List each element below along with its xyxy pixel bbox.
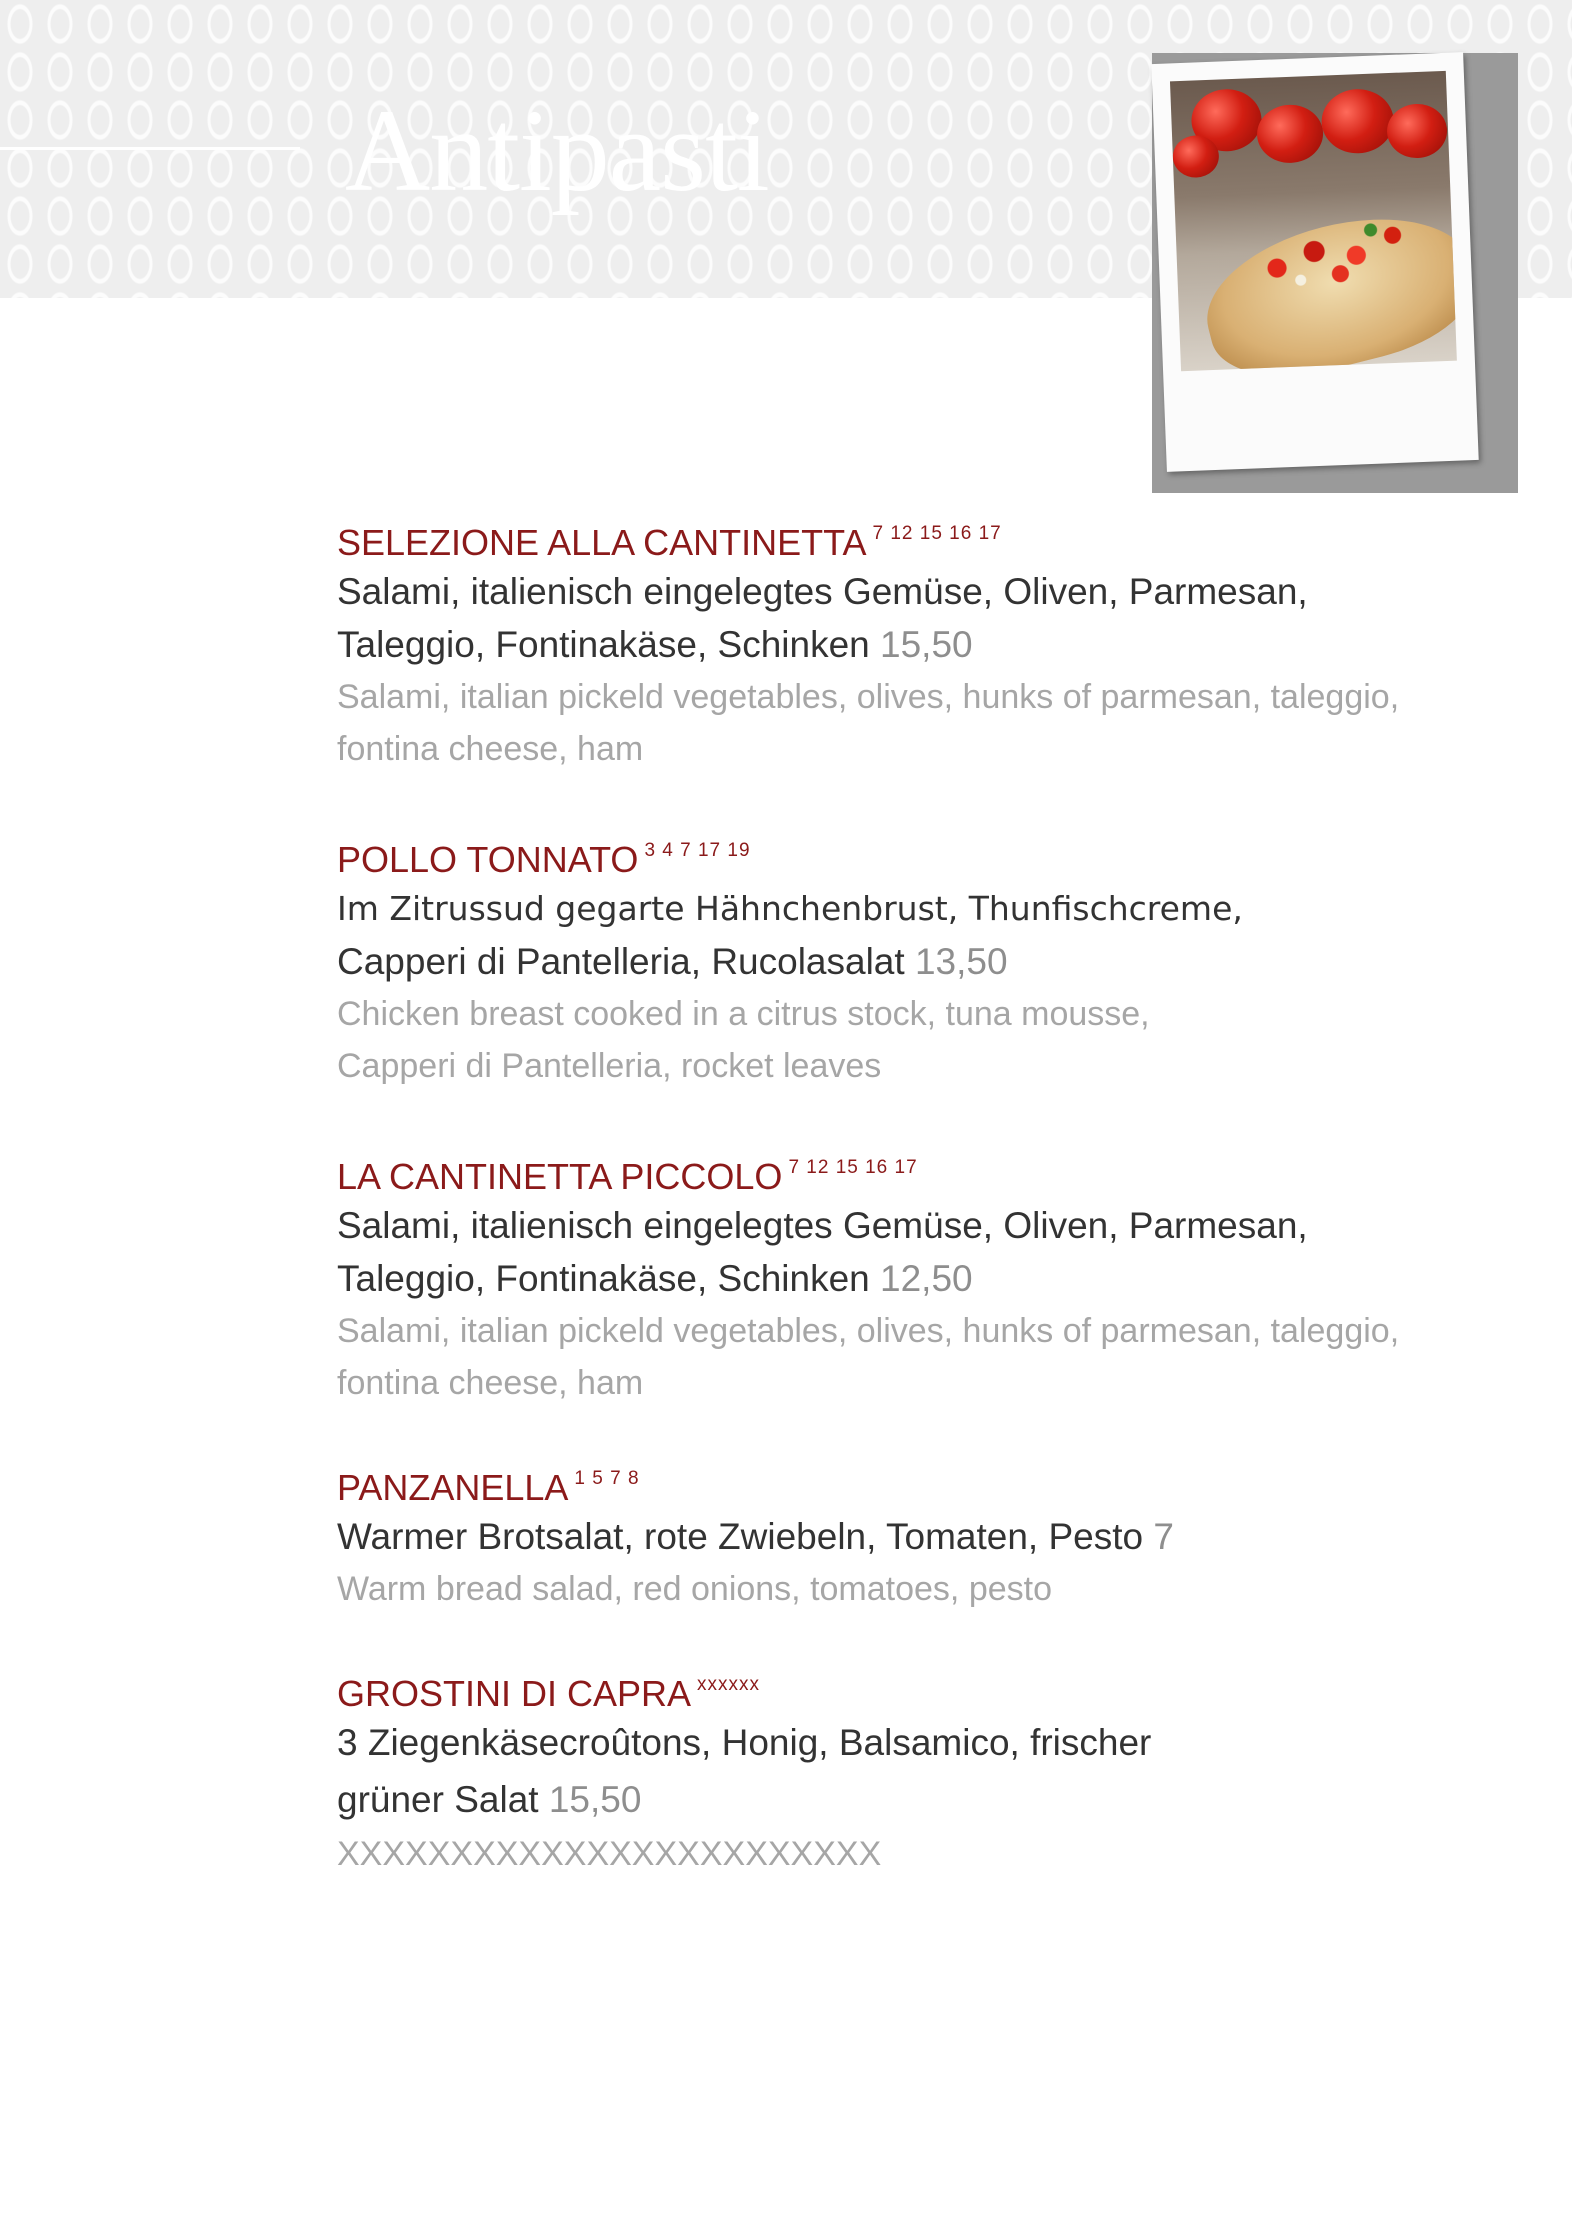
item-price: 15,50 bbox=[880, 624, 973, 665]
page-title: Antipasti bbox=[345, 85, 769, 216]
bruschetta-photo-frame bbox=[1151, 52, 1478, 472]
item-name: POLLO TONNATO $^{3 4 7 17 19}$ bbox=[337, 839, 751, 880]
item-description-en: XXXXXXXXXXXXXXXXXXXXXXXX bbox=[337, 1835, 882, 1873]
menu-item bbox=[337, 829, 1517, 1092]
allergen-codes: xxxxxx bbox=[697, 1674, 761, 1695]
item-description-de: Taleggio, Fontinakäse, Schinken 15,50 bbox=[337, 624, 973, 665]
bruschetta-photo bbox=[1170, 71, 1457, 371]
item-price: 15,50 bbox=[548, 1779, 642, 1820]
item-name: GROSTINI DI CAPRA $^{xxxxxx}$ bbox=[337, 1673, 761, 1714]
item-description-de: Capperi di Pantelleria, Rucolasalat 13,50 bbox=[337, 941, 1008, 982]
item-description-de: 3 Ziegenkäsecroûtons, Honig, Balsamico, frischer bbox=[337, 1722, 1152, 1763]
header-divider-line bbox=[0, 147, 300, 150]
item-description-de: Salami, italienisch eingelegtes Gemüse, Oliven, Parmesan, bbox=[337, 571, 1308, 612]
allergen-codes: 3 4 7 17 19 bbox=[644, 840, 751, 861]
item-description-en: Capperi di Pantelleria, rocket leaves bbox=[337, 1047, 882, 1085]
allergen-codes: 7 12 15 16 17 bbox=[872, 523, 1002, 544]
item-price: 13,50 bbox=[914, 941, 1008, 982]
menu-item bbox=[337, 1663, 1517, 1877]
item-description-en: fontina cheese, ham bbox=[337, 730, 644, 768]
item-description-de: Salami, italienisch eingelegtes Gemüse, Oliven, Parmesan, bbox=[337, 1205, 1308, 1246]
item-name: LA CANTINETTA PICCOLO $^{7 12 15 16 17}$ bbox=[337, 1156, 918, 1197]
item-description-en: fontina cheese, ham bbox=[337, 1364, 644, 1402]
allergen-codes: 7 12 15 16 17 bbox=[788, 1157, 918, 1178]
item-description-en: Warm bread salad, red onions, tomatoes, pesto bbox=[337, 1570, 1052, 1608]
item-description-en: Chicken breast cooked in a citrus stock, tuna mousse, bbox=[337, 995, 1150, 1033]
menu-item bbox=[337, 512, 1517, 775]
menu-item bbox=[337, 1457, 1517, 1615]
item-name: SELEZIONE ALLA CANTINETTA $^{7 12 15 16 17}$ bbox=[337, 522, 1002, 563]
item-description-en: Salami, italian pickeld vegetables, olives, hunks of parmesan, taleggio, bbox=[337, 1312, 1400, 1350]
item-description-de: Im Zitrussud gegarte Hähnchenbrust, Thunfischcreme, bbox=[337, 889, 1243, 928]
item-price: 7 bbox=[1153, 1516, 1174, 1557]
menu-item bbox=[337, 1146, 1517, 1409]
item-description-de: grüner Salat 15,50 bbox=[337, 1779, 642, 1820]
item-description-de: Taleggio, Fontinakäse, Schinken 12,50 bbox=[337, 1258, 973, 1299]
item-description-en: Salami, italian pickeld vegetables, olives, hunks of parmesan, taleggio, bbox=[337, 678, 1400, 716]
allergen-codes: 1 5 7 8 bbox=[574, 1468, 640, 1489]
item-price: 12,50 bbox=[880, 1258, 973, 1299]
item-description-de: Warmer Brotsalat, rote Zwiebeln, Tomaten, Pesto 7 bbox=[337, 1516, 1174, 1557]
item-name: PANZANELLA $^{1 5 7 8}$ bbox=[337, 1467, 640, 1508]
